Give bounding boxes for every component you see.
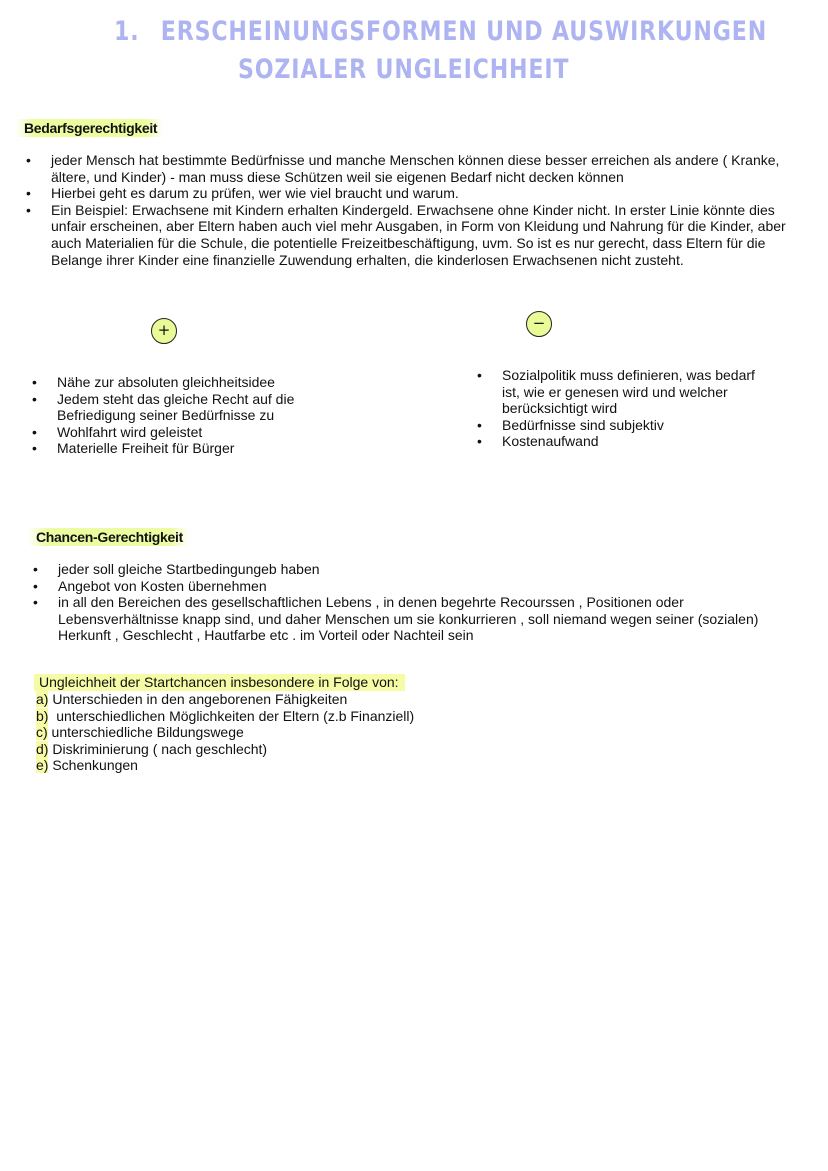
- item-letter: d): [36, 740, 49, 757]
- item-text: Schenkungen: [48, 757, 138, 774]
- item-text: Unterschieden in den angeborenen Fähigkeiten: [48, 691, 348, 707]
- list-item: • Jedem steht das gleiche Recht auf die Befriedigung seiner Bedürfnisse zu: [32, 391, 302, 424]
- list-item: • Bedürfnisse sind subjektiv: [477, 417, 772, 434]
- list-item: • in all den Bereichen des gesellschaftlichen Lebens , in denen begehrte Recourssen , Positionen oder Lebensverhältnisse knapp sind, und daher Menschen um sie konkurrieren , soll niemand wegen seiner (sozialen) Herkunft , Geschlecht , Hautfarbe etc . im Vorteil oder Nachteil sein: [33, 594, 793, 644]
- item-text: unterschiedliche Bildungswege: [47, 724, 244, 741]
- cons-list: [477, 367, 772, 450]
- list-item: • jeder soll gleiche Startbedingungeb haben: [33, 561, 793, 578]
- title-line1: ERSCHEINUNGSFORMEN UND AUSWIRKUNGEN: [160, 16, 768, 47]
- list-item: [36, 724, 414, 741]
- startchancen-intro: Ungleichheit der Startchancen insbesondere in Folge von:: [34, 674, 405, 691]
- section-heading-chancen-gerechtigkeit: Chancen-Gerechtigkeit: [28, 528, 189, 546]
- list-item: • Wohlfahrt wird geleistet: [32, 424, 302, 441]
- list-item: • Ein Beispiel: Erwachsene mit Kindern erhalten Kindergeld. Erwachsene ohne Kinder nicht. In erster Linie könnte dies unfair erscheinen, aber Eltern haben auch viel mehr Ausgaben, in Form von Kleidung und Nahrung für die Kinder, aber auch Materialien für die Schule, die potentielle Freizeitbeschäftigung, uvm. So ist es nur gerecht, dass Eltern für die Belange ihrer Kinder eine finanzielle Zuwendung erhalten, die kinderlosen Erwachsenen nicht zusteht.: [26, 202, 796, 268]
- list-item: • Nähe zur absoluten gleichheitsidee: [32, 374, 302, 391]
- item-letter: c): [36, 724, 48, 741]
- startchancen-list: [36, 691, 414, 774]
- list-item: • Kostenaufwand: [477, 433, 772, 450]
- list-item: • Sozialpolitik muss definieren, was bedarf ist, wie er genesen wird und welcher berücksichtigt wird: [477, 367, 772, 417]
- item-letter: a): [36, 691, 49, 707]
- plus-icon: +: [151, 318, 177, 344]
- list-item: [36, 741, 414, 758]
- list-item: • Materielle Freiheit für Bürger: [32, 440, 302, 457]
- page-subtitle: SOZIALER UNGLEICHHEIT: [238, 54, 570, 85]
- bedarf-bullet-list: [26, 152, 796, 268]
- list-item: [36, 708, 414, 725]
- list-item: • jeder Mensch hat bestimmte Bedürfnisse und manche Menschen können diese besser erreichen als andere ( Kranke, ältere, und Kinder) - man muss diese Schützen weil sie eigenen Bedarf nicht decken können: [26, 152, 796, 185]
- item-letter: b): [36, 707, 49, 724]
- item-letter: e): [36, 757, 49, 774]
- section-heading-bedarfsgerechtigkeit: Bedarfsgerechtigkeit: [16, 119, 163, 137]
- title-number: 1.: [114, 16, 140, 47]
- list-item: [36, 757, 414, 774]
- page-title: [114, 16, 767, 47]
- minus-icon: −: [526, 311, 552, 337]
- list-item: • Angebot von Kosten übernehmen: [33, 578, 793, 595]
- item-text: Diskriminierung ( nach geschlecht): [48, 740, 268, 757]
- chancen-bullet-list: [33, 561, 793, 644]
- item-text: unterschiedlichen Möglichkeiten der Eltern (z.b Finanziell): [48, 707, 415, 724]
- pros-list: [32, 374, 302, 457]
- list-item: • Hierbei geht es darum zu prüfen, wer wie viel braucht und warum.: [26, 185, 796, 202]
- list-item: [36, 691, 414, 708]
